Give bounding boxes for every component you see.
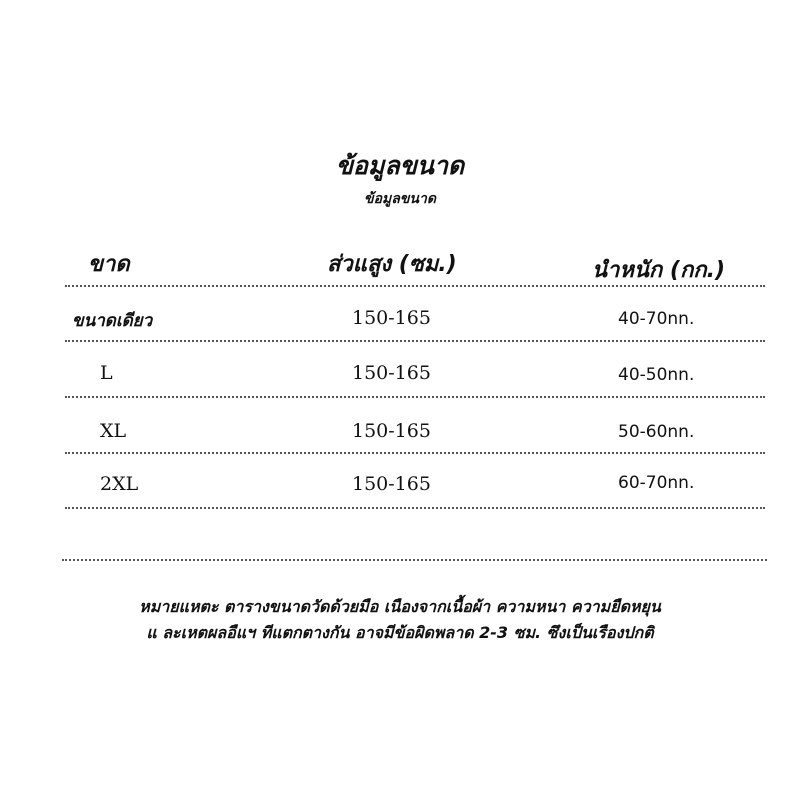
- height-cell: 150-165: [352, 362, 431, 384]
- note-line-2: แ ละเหตผลอืแฯ ทีแตกตางกัน อาจมีข้อผิดพลาด 2-3 ซม. ซึงเป็นเรืองปกติ: [146, 623, 654, 642]
- weight-cell: 60-70nn.: [618, 473, 695, 493]
- height-cell: 150-165: [352, 307, 431, 329]
- header-height: ส่วแสูง (ซม.): [327, 252, 457, 277]
- size-cell: 2XL: [100, 473, 139, 495]
- weight-cell: 40-50nn.: [618, 365, 695, 385]
- title: ข้อมูลขนาด: [335, 151, 465, 180]
- weight-cell: 40-70nn.: [618, 309, 695, 329]
- divider: [65, 285, 765, 287]
- note-line-1: หมายแหตะ ตารางขนาดวัดด้วยมือ เนืองจากเนื้อผ้า ความหนา ความยืดหยุน: [139, 597, 661, 616]
- divider: [65, 340, 765, 342]
- divider: [65, 452, 765, 454]
- header-weight: นำหนัก (กก.): [592, 258, 726, 283]
- header-size: ขาด: [88, 252, 130, 277]
- divider: [62, 559, 767, 561]
- size-cell: L: [100, 362, 113, 384]
- height-cell: 150-165: [352, 473, 431, 495]
- divider: [65, 396, 765, 398]
- divider: [65, 507, 765, 509]
- weight-cell: 50-60nn.: [618, 422, 695, 442]
- height-cell: 150-165: [352, 420, 431, 442]
- table-row: [0, 420, 800, 460]
- size-cell: ขนาดเดียว: [72, 311, 153, 331]
- size-cell: XL: [100, 420, 127, 442]
- subtitle: ข้อมูลขนาด: [364, 191, 436, 207]
